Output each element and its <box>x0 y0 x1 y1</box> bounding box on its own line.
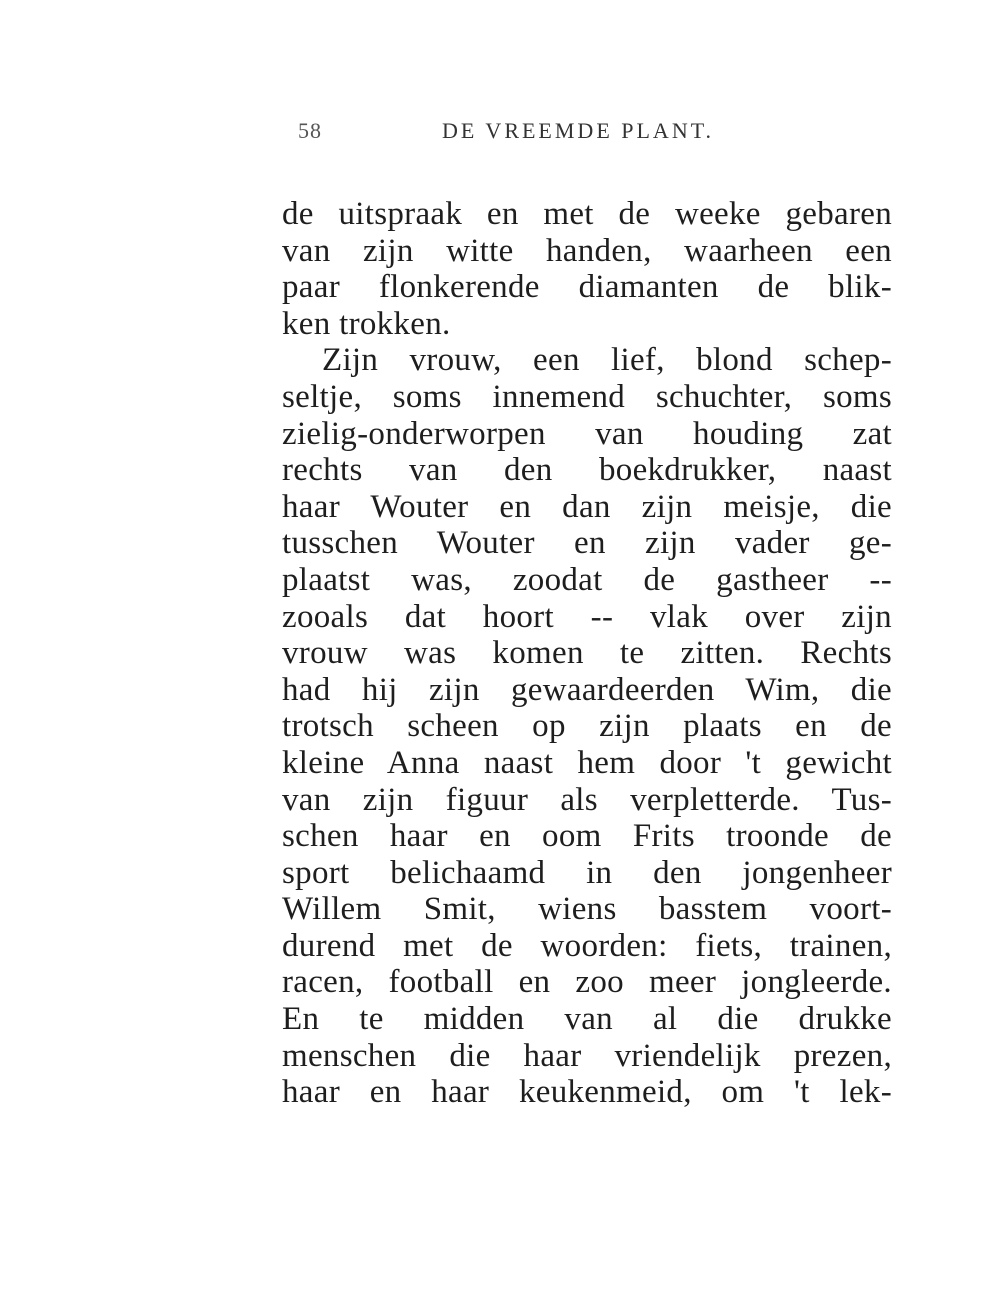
text-line: ken trokken. <box>282 305 451 342</box>
text-line: de uitspraak en met de weeke gebaren <box>282 196 892 232</box>
running-title: DE VREEMDE PLANT. <box>442 118 715 143</box>
text-line: kleine Anna naast hem door 't gewicht <box>282 744 892 781</box>
text-line: Zijn vrouw, een lief, blond schep- <box>322 342 892 379</box>
body-text <box>282 196 892 1111</box>
paragraph-1 <box>282 196 892 342</box>
text-line: racen, football en zoo meer jongleerde. <box>282 964 892 1001</box>
paragraph-2 <box>282 342 892 1110</box>
text-line: plaatst was, zoodat de gastheer -- <box>282 561 892 598</box>
text-line: had hij zijn gewaardeerden Wim, die <box>282 671 892 708</box>
text-line: En te midden van al die drukke <box>282 1001 892 1038</box>
text-line: van zijn witte handen, waarheen een <box>282 232 892 269</box>
text-line: zielig-onderworpen van houding zat <box>282 415 892 452</box>
text-line: durend met de woorden: fiets, trainen, <box>282 927 892 964</box>
page-header <box>296 118 766 148</box>
text-line: seltje, soms innemend schuchter, soms <box>282 378 892 415</box>
text-line: Willem Smit, wiens basstem voort- <box>282 891 892 928</box>
text-line: van zijn figuur als verpletterde. Tus- <box>282 781 892 818</box>
text-line: schen haar en oom Frits troonde de <box>282 818 892 855</box>
page-number: 58 <box>298 118 322 143</box>
text-line: vrouw was komen te zitten. Rechts <box>282 635 892 672</box>
text-line: trotsch scheen op zijn plaats en de <box>282 708 892 745</box>
text-line: paar flonkerende diamanten de blik- <box>282 269 892 306</box>
text-line: menschen die haar vriendelijk prezen, <box>282 1037 892 1074</box>
text-line: zooals dat hoort -- vlak over zijn <box>282 598 892 635</box>
text-line: haar Wouter en dan zijn meisje, die <box>282 488 892 525</box>
text-line: rechts van den boekdrukker, naast <box>282 452 892 489</box>
text-line: tusschen Wouter en zijn vader ge- <box>282 525 892 562</box>
text-line: sport belichaamd in den jongenheer <box>282 854 892 891</box>
text-line: haar en haar keukenmeid, om 't lek- <box>282 1074 892 1111</box>
